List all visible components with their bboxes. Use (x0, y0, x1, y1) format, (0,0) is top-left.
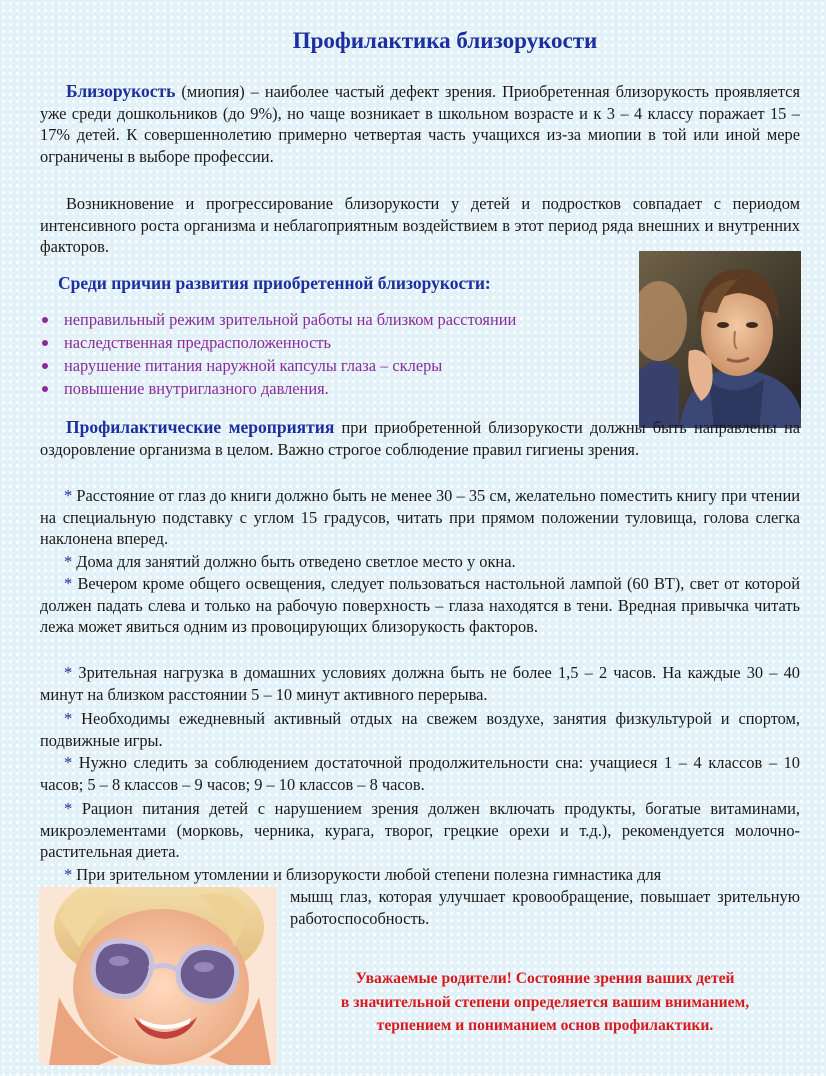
child-sunglasses-illustration (39, 887, 277, 1065)
closing-line: терпением и пониманием основ профилактики. (376, 1017, 714, 1034)
closing-line: в значительной степени определяется вашим вниманием, (340, 993, 750, 1011)
closing-appeal (290, 967, 800, 1038)
list-item: * Рацион питания детей с нарушением зрения должен включать продукты, богатые витаминами, микроэлементами (морковь, черника, курага, творог, грецкие орехи и т.д.), рекомендуется молочно-растительная диета. (40, 799, 800, 862)
causes-list (40, 308, 516, 400)
measures-lead: Профилактические мероприятия (66, 417, 335, 437)
intro-text: (миопия) – наиболее частый дефект зрения. Приобретенная близорукость проявляется уже среди дошкольников (до 9%), но чаще возникает в школьном возрасте и к 3 – 4 классу поражает 15 – 17% детей. К совершеннолетию примерно четвертая часть учащихся из-за миопии в той или иной мере ограничены в выборе профессии. (40, 82, 800, 166)
list-item: * Расстояние от глаз до книги должно быть не менее 30 – 35 см, желательно поместить книгу при чтении на специальную подставку с углом 15 градусов, читать при прямом положении туловища, голова слегка наклонена вперед. (40, 486, 800, 549)
teen-boy-illustration (639, 251, 801, 428)
intro-lead: Близорукость (66, 81, 176, 101)
list-item: повышение внутриглазного давления. (40, 377, 516, 400)
page-title: Профилактика близорукости (292, 28, 598, 53)
list-item: * При зрительном утомлении и близорукости любой степени полезна гимнастика для (64, 865, 662, 884)
closing-line: Уважаемые родители! Состояние зрения ваших детей (355, 970, 735, 987)
list-item-continuation: мышц глаз, которая улучшает кровообращение, повышает зрительную работоспособность. (290, 887, 800, 928)
list-item: * Зрительная нагрузка в домашних условиях должна быть не более 1,5 – 2 часов. На каждые 30 – 40 минут на близком расстоянии 5 – 10 минут активного перерыва. (40, 663, 800, 704)
list-item: * Вечером кроме общего освещения, следует пользоваться настольной лампой (60 ВТ), свет от которой должен падать слева и только на рабочую поверхность – глаза находятся в тени. Вредная привычка читать лежа может явиться одним из провоцирующих близорукость факторов. (40, 574, 800, 637)
causes-heading: Среди причин развития приобретенной близорукости: (58, 273, 491, 293)
intro-paragraph-2: Возникновение и прогрессирование близорукости у детей и подростков совпадает с периодом интенсивного роста организма и неблагоприятным воздействием в этот период ряда внешних и внутренних факторов. (40, 194, 800, 257)
measures-text: при приобретенной близорукости должны быть направлены на оздоровление организма в целом. Важно строгое соблюдение правил гигиены зрения. (40, 418, 800, 459)
list-item: * Необходимы ежедневный активный отдых на свежем воздухе, занятия физкультурой и спортом, подвижные игры. (40, 709, 800, 750)
list-item: * Нужно следить за соблюдением достаточной продолжительности сна: учащиеся 1 – 4 классов – 10 часов; 5 – 8 классов – 9 часов; 9 – 10 классов – 8 часов. (40, 753, 800, 794)
teen-boy-photo (639, 251, 801, 428)
list-item: * Дома для занятий должно быть отведено светлое место у окна. (64, 552, 516, 571)
intro-paragraph (40, 81, 800, 167)
list-item: наследственная предрасположенность (40, 331, 516, 354)
list-item: нарушение питания наружной капсулы глаза – склеры (40, 354, 516, 377)
measures-paragraph (40, 417, 800, 460)
list-item: неправильный режим зрительной работы на близком расстоянии (40, 308, 516, 331)
child-sunglasses-photo (39, 887, 277, 1065)
